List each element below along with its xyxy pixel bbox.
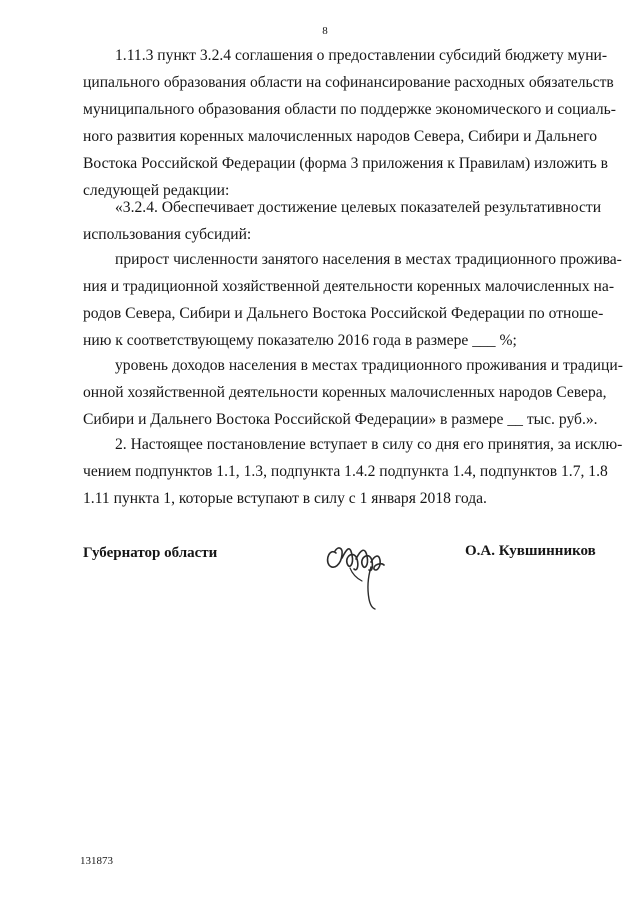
signatory-title: Губернатор области	[83, 545, 218, 561]
page-number: 8	[322, 25, 328, 37]
paragraph-line: онной хозяйственной деятельности коренных малочисленных народов Севера,	[83, 384, 607, 401]
paragraph-line: следующей редакции:	[83, 182, 230, 199]
paragraph-line: родов Севера, Сибири и Дальнего Востока Российской Федерации по отноше-	[83, 305, 604, 322]
document-code: 131873	[80, 855, 113, 867]
handwritten-signature	[320, 520, 395, 610]
paragraph-line: ного развития коренных малочисленных народов Севера, Сибири и Дальнего	[83, 128, 598, 145]
paragraph-line: нию к соответствующему показателю 2016 года в размере ___ %;	[83, 332, 517, 349]
paragraph-line: использования субсидий:	[83, 226, 252, 243]
paragraph-line: «3.2.4. Обеспечивает достижение целевых показателей результативности	[115, 199, 602, 216]
paragraph-line: 1.11 пункта 1, которые вступают в силу с 1 января 2018 года.	[83, 490, 487, 507]
paragraph-line: муниципального образования области по поддержке экономического и социаль-	[83, 101, 616, 118]
paragraph-line: ния и традиционной хозяйственной деятельности коренных малочисленных на-	[83, 278, 615, 295]
paragraph-line: Востока Российской Федерации (форма 3 приложения к Правилам) изложить в	[83, 155, 609, 172]
paragraph-line: чением подпунктов 1.1, 1.3, подпункта 1.4.2 подпункта 1.4, подпунктов 1.7, 1.8	[83, 463, 608, 480]
paragraph-line: ципального образования области на софинансирование расходных обязательств	[83, 74, 614, 91]
signatory-name: О.А. Кувшинников	[465, 543, 596, 559]
paragraph-line: Сибири и Дальнего Востока Российской Федерации» в размере __ тыс. руб.».	[83, 411, 598, 428]
paragraph-line: прирост численности занятого населения в местах традиционного прожива-	[115, 251, 622, 268]
paragraph-line: уровень доходов населения в местах традиционного проживания и традици-	[115, 357, 623, 374]
paragraph-line: 2. Настоящее постановление вступает в силу со дня его принятия, за исклю-	[115, 436, 623, 453]
paragraph-line: 1.11.3 пункт 3.2.4 соглашения о предоставлении субсидий бюджету муни-	[115, 47, 608, 64]
